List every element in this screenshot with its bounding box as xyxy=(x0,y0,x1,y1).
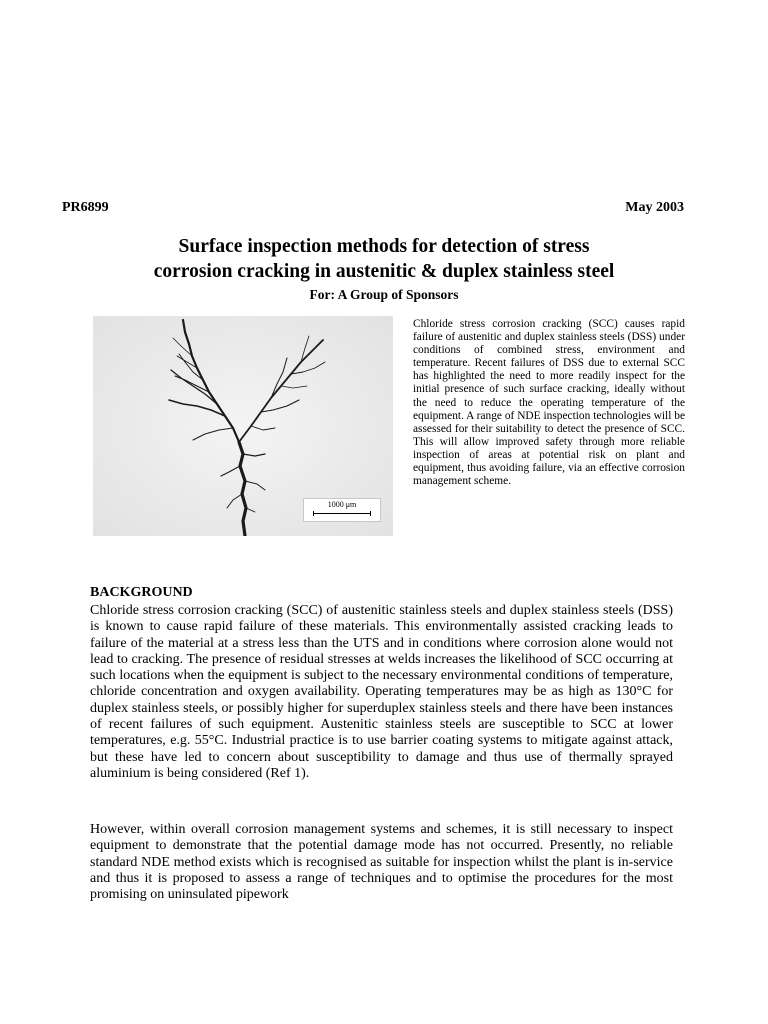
scale-bar-line xyxy=(313,511,371,516)
title-line-2: corrosion cracking in austenitic & duplex stainless steel xyxy=(153,261,615,282)
document-header xyxy=(62,200,684,216)
background-paragraph-2: However, within overall corrosion management systems and schemes, it is still necessary to inspect equipment to demonstrate that the potential damage mode has not occurred. Presently, no reliable standard NDE method exists which is recognised as suitable for inspection whilst the plant is in-service and thus it is proposed to assess a range of techniques and to optimise the procedures for the most promising on uninsulated pipework xyxy=(90,822,673,903)
abstract-text: Chloride stress corrosion cracking (SCC) causes rapid failure of austenitic and duplex stainless steels (DSS) under conditions of combined stress, environment and temperature. Recent failures of DSS due to external SCC has highlighted the need to more readily inspect for the initial presence of such surface cracking, ideally without the need to reduce the operating temperature of the equipment. A range of NDE inspection technologies will be assessed for their suitability to detect the presence of SCC. This will allow improved safety through more reliable inspection of areas at potential risk on plant and equipment, thus avoiding failure, via an effective corrosion management scheme. xyxy=(413,318,685,488)
document-title xyxy=(62,234,706,284)
scale-bar-label: 1000 μm xyxy=(327,500,357,509)
report-date: May 2003 xyxy=(625,200,684,215)
background-heading: BACKGROUND xyxy=(90,585,193,600)
document-subtitle: For: A Group of Sponsors xyxy=(309,287,459,302)
title-line-1: Surface inspection methods for detection of stress xyxy=(178,236,590,257)
background-paragraph-1: Chloride stress corrosion cracking (SCC) of austenitic stainless steels and duplex stainless steels (DSS) is known to cause rapid failure of these materials. This environmentally assisted cracking leads to failure of the material at a stress less than the UTS and in conditions where corrosion alone would not lead to cracking. The presence of residual stresses at welds increases the likelihood of SCC occurring at such locations when the equipment is subject to the necessary environmental conditions of temperature, chloride concentration and oxygen availability. Operating temperatures may be as high as 130°C for duplex stainless steels, or possibly higher for superduplex stainless steels and there have been instances of recent failures of such equipment. Austenitic stainless steels are susceptible to SCC at lower temperatures, e.g. 55°C. Industrial practice is to use barrier coating systems to mitigate against attack, but these have led to concern about susceptibility to damage and thus use of thermally sprayed aluminium is being considered (Ref 1). xyxy=(90,603,673,781)
crack-micrograph xyxy=(93,316,393,536)
report-number: PR6899 xyxy=(62,200,109,215)
scale-bar xyxy=(303,498,381,522)
